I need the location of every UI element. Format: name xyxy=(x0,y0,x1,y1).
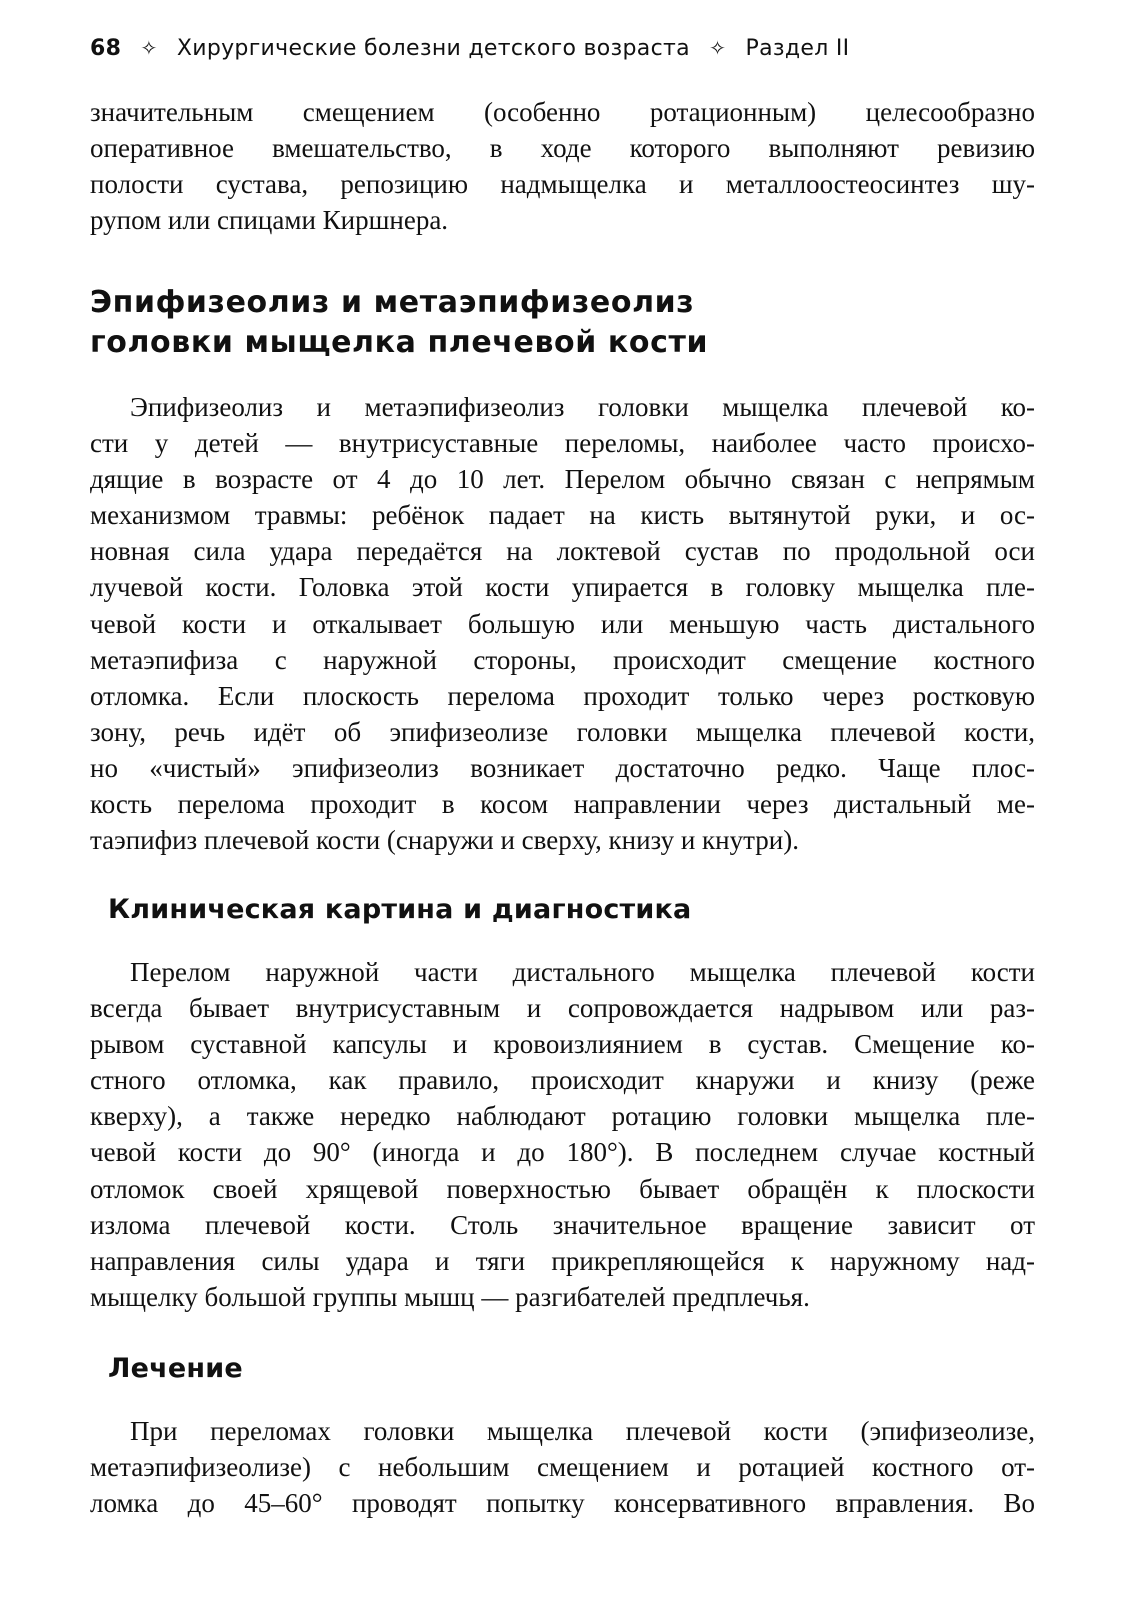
diamond-separator-icon: ✧ xyxy=(140,36,158,60)
section-heading xyxy=(90,283,708,363)
heading-line: Эпифизеолиз и метаэпифизеолиз xyxy=(90,285,695,320)
page-number: 68 xyxy=(90,36,122,61)
text-line: кверху), а также нередко наблюдают ротацию головки мыщелка пле- xyxy=(90,1101,1035,1132)
text-line: метаэпифиза с наружной стороны, происходит смещение костного xyxy=(90,644,1035,675)
text-line: чевой кости до 90° (иногда и до 180°). В последнем случае костный xyxy=(90,1137,1035,1168)
text-line: но «чистый» эпифизеолиз возникает достаточно редко. Чаще плос- xyxy=(90,752,1035,783)
subsection-heading-treatment: Лечение xyxy=(108,1353,243,1384)
text-line: отломка. Если плоскость перелома проходит только через ростковую xyxy=(90,680,1035,711)
paragraph-treatment xyxy=(90,1413,1035,1521)
text-line: чевой кости и откалывает большую или меньшую часть дистального xyxy=(90,608,1035,639)
text-line: излома плечевой кости. Столь значительное вращение зависит от xyxy=(90,1209,1035,1240)
text-line: При переломах головки мыщелка плечевой кости (эпифизеолизе, xyxy=(130,1416,1035,1446)
text-line: метаэпифизеолизе) с небольшим смещением и ротацией костного от- xyxy=(90,1452,1035,1483)
text-line: полости сустава, репозицию надмыщелка и металлоостеосинтез шу- xyxy=(90,169,1035,200)
text-line: Перелом наружной части дистального мыщелка плечевой кости xyxy=(130,957,1035,987)
text-line: всегда бывает внутрисуставным и сопровождается надрывом или раз- xyxy=(90,993,1035,1024)
text-line: Эпифизеолиз и метаэпифизеолиз головки мыщелка плечевой ко- xyxy=(130,392,1035,422)
subsection-heading-clinical: Клиническая картина и диагностика xyxy=(108,894,692,925)
text-line: новная сила удара передаётся на локтевой сустав по продольной оси xyxy=(90,536,1035,567)
text-line: зону, речь идёт об эпифизеолизе головки мыщелка плечевой кости, xyxy=(90,716,1035,747)
text-line: таэпифиз плечевой кости (снаружи и сверху, книзу и кнутри). xyxy=(90,825,799,856)
text-line: оперативное вмешательство, в ходе которого выполняют ревизию xyxy=(90,133,1035,164)
paragraph-intro xyxy=(90,94,1035,238)
text-line: направления силы удара и тяги прикрепляющейся к наружному над- xyxy=(90,1245,1035,1276)
text-line: дящие в возрасте от 4 до 10 лет. Перелом обычно связан с непрямым xyxy=(90,464,1035,495)
text-line: кость перелома проходит в косом направлении через дистальный ме- xyxy=(90,789,1035,820)
diamond-separator-icon: ✧ xyxy=(709,36,727,60)
section-label: Раздел II xyxy=(745,36,850,61)
text-line: ломка до 45–60° проводят попытку консервативного вправления. Во xyxy=(90,1488,1035,1519)
text-line: значительным смещением (особенно ротационным) целесообразно xyxy=(90,97,1035,127)
heading-line: головки мыщелка плечевой кости xyxy=(90,325,709,360)
text-line: мыщелку большой группы мышц — разгибателей предплечья. xyxy=(90,1281,810,1312)
running-head xyxy=(90,36,849,61)
text-line: рупом или спицами Киршнера. xyxy=(90,205,449,236)
book-title: Хирургические болезни детского возраста xyxy=(176,36,690,61)
text-line: сти у детей — внутрисуставные переломы, наиболее часто происхо- xyxy=(90,428,1035,459)
text-line: рывом суставной капсулы и кровоизлиянием в сустав. Смещение ко- xyxy=(90,1029,1035,1060)
text-line: лучевой кости. Головка этой кости упирается в головку мыщелка пле- xyxy=(90,572,1035,603)
text-line: стного отломка, как правило, происходит кнаружи и книзу (реже xyxy=(90,1065,1035,1096)
paragraph-clinical xyxy=(90,954,1035,1315)
paragraph-definition xyxy=(90,389,1035,858)
text-line: отломок своей хрящевой поверхностью бывает обращён к плоскости xyxy=(90,1173,1035,1204)
text-line: механизмом травмы: ребёнок падает на кисть вытянутой руки, и ос- xyxy=(90,500,1035,531)
